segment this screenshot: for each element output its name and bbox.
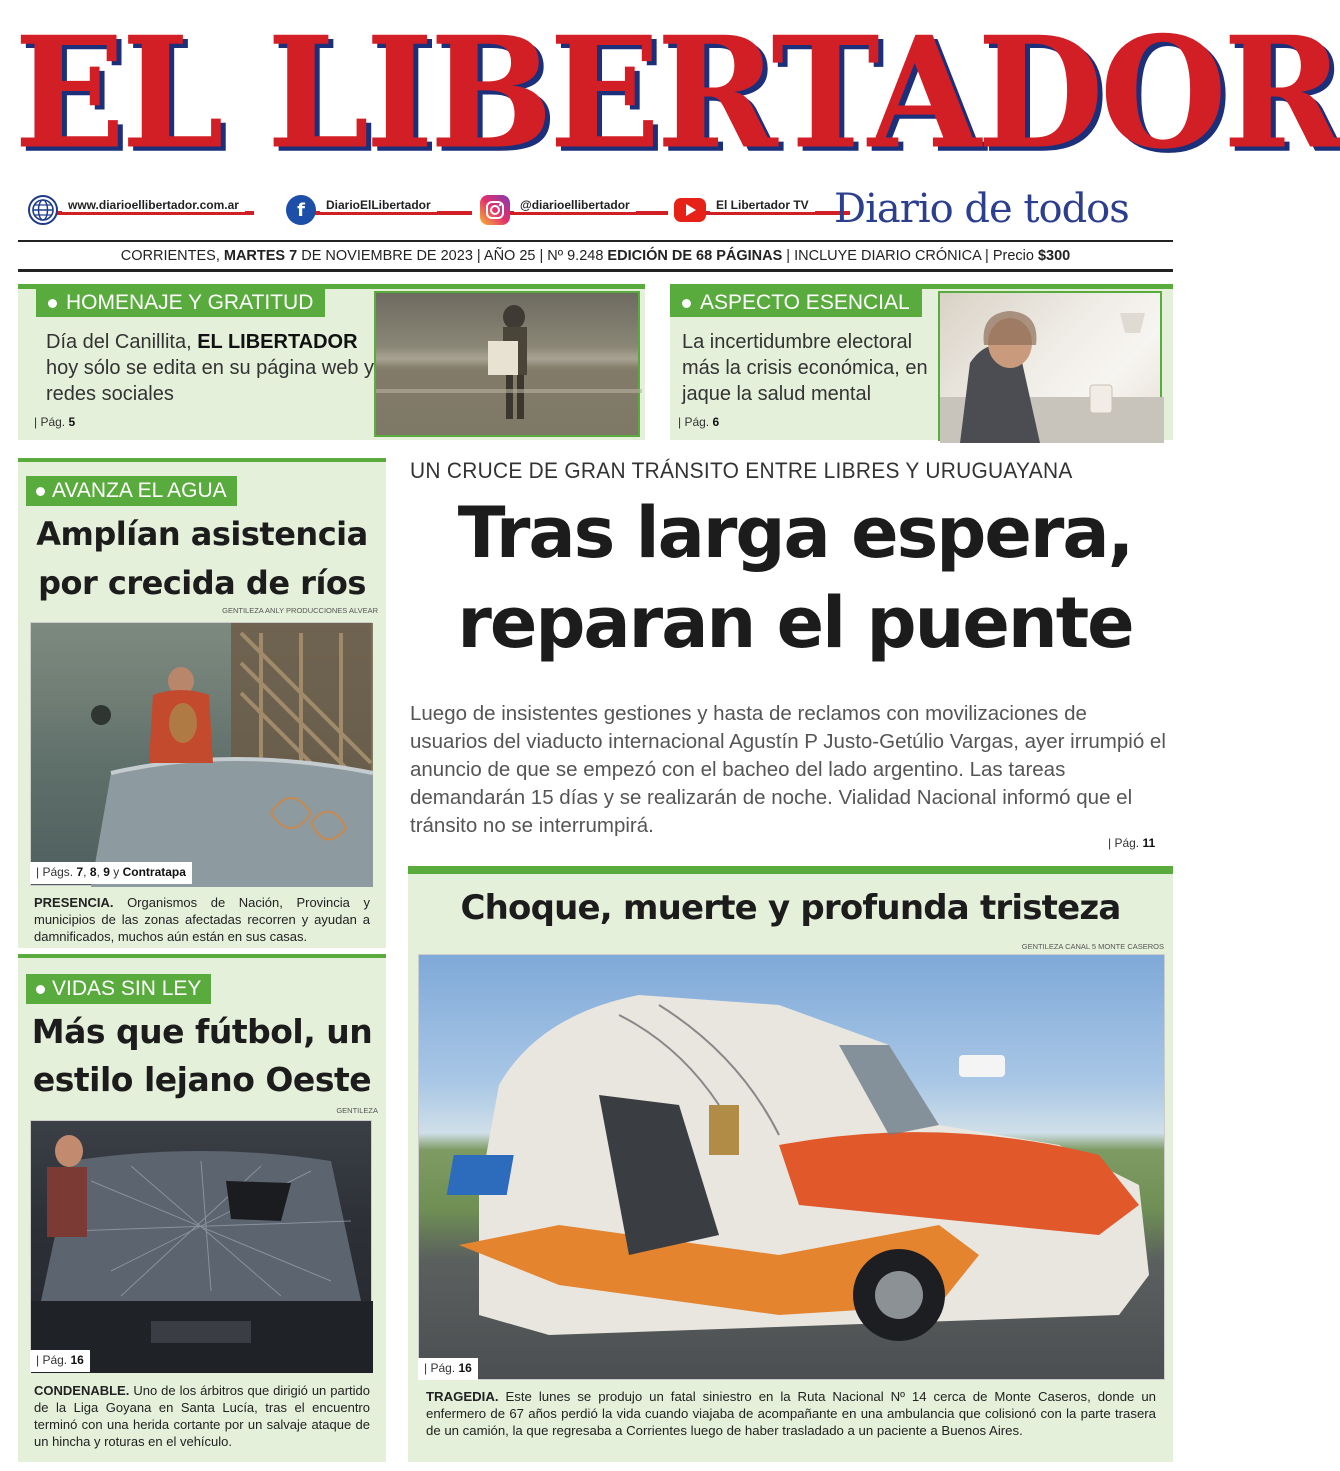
page-number: 11 xyxy=(1142,836,1156,850)
story-headline: Amplían asistencia por crecida de ríos xyxy=(36,515,368,602)
dateline-includes: | INCLUYE DIARIO CRÓNICA | Precio xyxy=(786,247,1034,264)
instagram-label: @diarioellibertador xyxy=(514,198,636,212)
page-number: Contratapa xyxy=(122,865,186,879)
page-reference: | Pág. 16 xyxy=(418,1358,478,1380)
story-headline: Más que fútbol, un estilo lejano Oeste xyxy=(31,1012,373,1099)
page-reference: | Pág. 6 xyxy=(678,415,720,429)
social-links xyxy=(28,192,828,228)
caption-text: Este lunes se produjo un fatal siniestro en la Ruta Nacional Nº 14 cerca de Monte Caseros, donde un enfermero de 67 años perdió la vida cuando viajaba de acompañante en una ambulancia que colisionó con la parte trasera de un camión, la que regresaba a Corrientes luego de haber trasladado a un paciente a Buenos Aires. xyxy=(426,1389,1156,1438)
photo-credit: GENTILEZA ANLY PRODUCCIONES ALVEAR xyxy=(222,606,378,615)
teaser-text-b: hoy sólo se edita en su página web y redes sociales xyxy=(46,357,374,405)
page-reference: | Pág. 16 xyxy=(30,1350,90,1372)
teaser-text xyxy=(46,329,376,407)
dateline xyxy=(18,240,1173,272)
caption-text: Uno de los árbitros que dirigió un partido de la Liga Goyana en Santa Lucía, tras el encuentro terminó con una herida cortante por un salvaje ataque de un hincha y roturas en el vehículo. xyxy=(34,1383,370,1449)
feature-caption xyxy=(426,1388,1156,1439)
story-choque[interactable] xyxy=(408,866,1173,1462)
page-label: Pág. xyxy=(40,415,66,429)
teaser-kicker: ASPECTO ESENCIAL xyxy=(670,289,922,317)
caption-lead: TRAGEDIA. xyxy=(426,1389,499,1404)
teaser-aspecto[interactable] xyxy=(670,284,1173,440)
page-reference: | Págs. 7, 8, 9 y Contratapa xyxy=(30,862,192,884)
page-label: Pág. xyxy=(42,1353,68,1367)
story-kicker: AVANZA EL AGUA xyxy=(26,476,237,506)
teaser-text-bold: EL LIBERTADOR xyxy=(197,331,358,353)
dateline-price: $300 xyxy=(1037,247,1071,264)
masthead xyxy=(0,0,1340,190)
youtube-link[interactable] xyxy=(674,192,844,228)
teaser-text: La incertidumbre electoral más la crisis económica, en jaque la salud mental xyxy=(682,331,928,405)
caption-text: Organismos de Nación, Provincia y municipios de las zonas afectadas recorren y ayudan a damnificados, muchos aún están en sus casas. xyxy=(34,895,370,944)
newspaper-tagline: Diario de todos xyxy=(834,186,1129,232)
story-vidas-sin-ley[interactable] xyxy=(18,954,386,1462)
facebook-label: DiarioElLibertador xyxy=(320,198,437,212)
page-number: 6 xyxy=(712,415,720,429)
dateline-city: CORRIENTES, xyxy=(120,247,220,264)
instagram-link[interactable] xyxy=(480,192,662,228)
dateline-date: DE NOVIEMBRE DE 2023 | AÑO 25 | Nº 9.248 xyxy=(301,247,604,264)
page-number: 8 xyxy=(89,865,97,879)
page-number: 5 xyxy=(68,415,76,429)
page-number: 9 xyxy=(103,865,110,879)
page-number: 7 xyxy=(76,865,84,879)
instagram-icon xyxy=(480,195,510,225)
damaged-car-photo xyxy=(30,1120,372,1372)
main-story-lead: Luego de insistentes gestiones y hasta de reclamos con movilizaciones de usuarios del viaducto internacional Agustín P Justo-Getúlio Vargas, ayer irrumpió el anuncio de que se empezó con el bacheo del lado argentino. Las tareas demandarán 15 días y se realizarán de noche. Vialidad Nacional informó que el tránsito no se interrumpirá. xyxy=(410,702,1166,837)
page-reference: | Pág. 5 xyxy=(34,415,76,429)
worried-man-photo xyxy=(938,291,1162,441)
website-label: www.diarioellibertador.com.ar xyxy=(62,198,245,212)
caption-lead: PRESENCIA. xyxy=(34,895,114,910)
main-story-page-reference: | Pág. 11 xyxy=(1108,836,1156,850)
teaser-text-a: Día del Canillita, xyxy=(46,331,192,353)
dateline-edition: EDICIÓN DE 68 PÁGINAS xyxy=(607,247,783,264)
facebook-icon: f xyxy=(286,195,316,225)
teaser-homenaje[interactable] xyxy=(18,284,645,440)
page-label: Pág. xyxy=(430,1361,456,1375)
page-label: Pág. xyxy=(684,415,710,429)
page-number: 16 xyxy=(458,1361,472,1375)
dateline-day: MARTES 7 xyxy=(223,247,298,264)
page-label: Pág. xyxy=(1114,836,1140,850)
crashed-ambulance-photo xyxy=(418,954,1165,1380)
newspaper-logo: EL LIBERTADOR xyxy=(14,3,1340,184)
main-story-kicker: UN CRUCE DE GRAN TRÁNSITO ENTRE LIBRES Y URUGUAYANA xyxy=(410,458,1073,483)
caption-lead: CONDENABLE. xyxy=(34,1383,130,1398)
globe-icon xyxy=(28,195,58,225)
youtube-label: El Libertador TV xyxy=(710,198,815,212)
story-kicker: VIDAS SIN LEY xyxy=(26,974,211,1004)
page-number: 16 xyxy=(70,1353,84,1367)
website-link[interactable] xyxy=(28,192,248,228)
story-avanza-el-agua[interactable] xyxy=(18,458,386,948)
feature-headline: Choque, muerte y profunda tristeza xyxy=(460,888,1121,928)
newsboy-photo xyxy=(374,291,640,437)
youtube-icon xyxy=(674,198,706,222)
story-caption xyxy=(34,894,370,945)
page-label: Págs. xyxy=(42,865,74,879)
story-caption xyxy=(34,1382,370,1450)
flood-rescue-photo xyxy=(30,622,372,886)
facebook-link[interactable] xyxy=(286,192,466,228)
page-conjunction: y xyxy=(113,865,120,879)
main-story-headline[interactable]: Tras larga espera, reparan el puente xyxy=(457,492,1133,664)
photo-credit: GENTILEZA xyxy=(336,1106,378,1115)
photo-credit: GENTILEZA CANAL 5 MONTE CASEROS xyxy=(1021,942,1164,951)
teaser-kicker: HOMENAJE Y GRATITUD xyxy=(36,289,325,317)
